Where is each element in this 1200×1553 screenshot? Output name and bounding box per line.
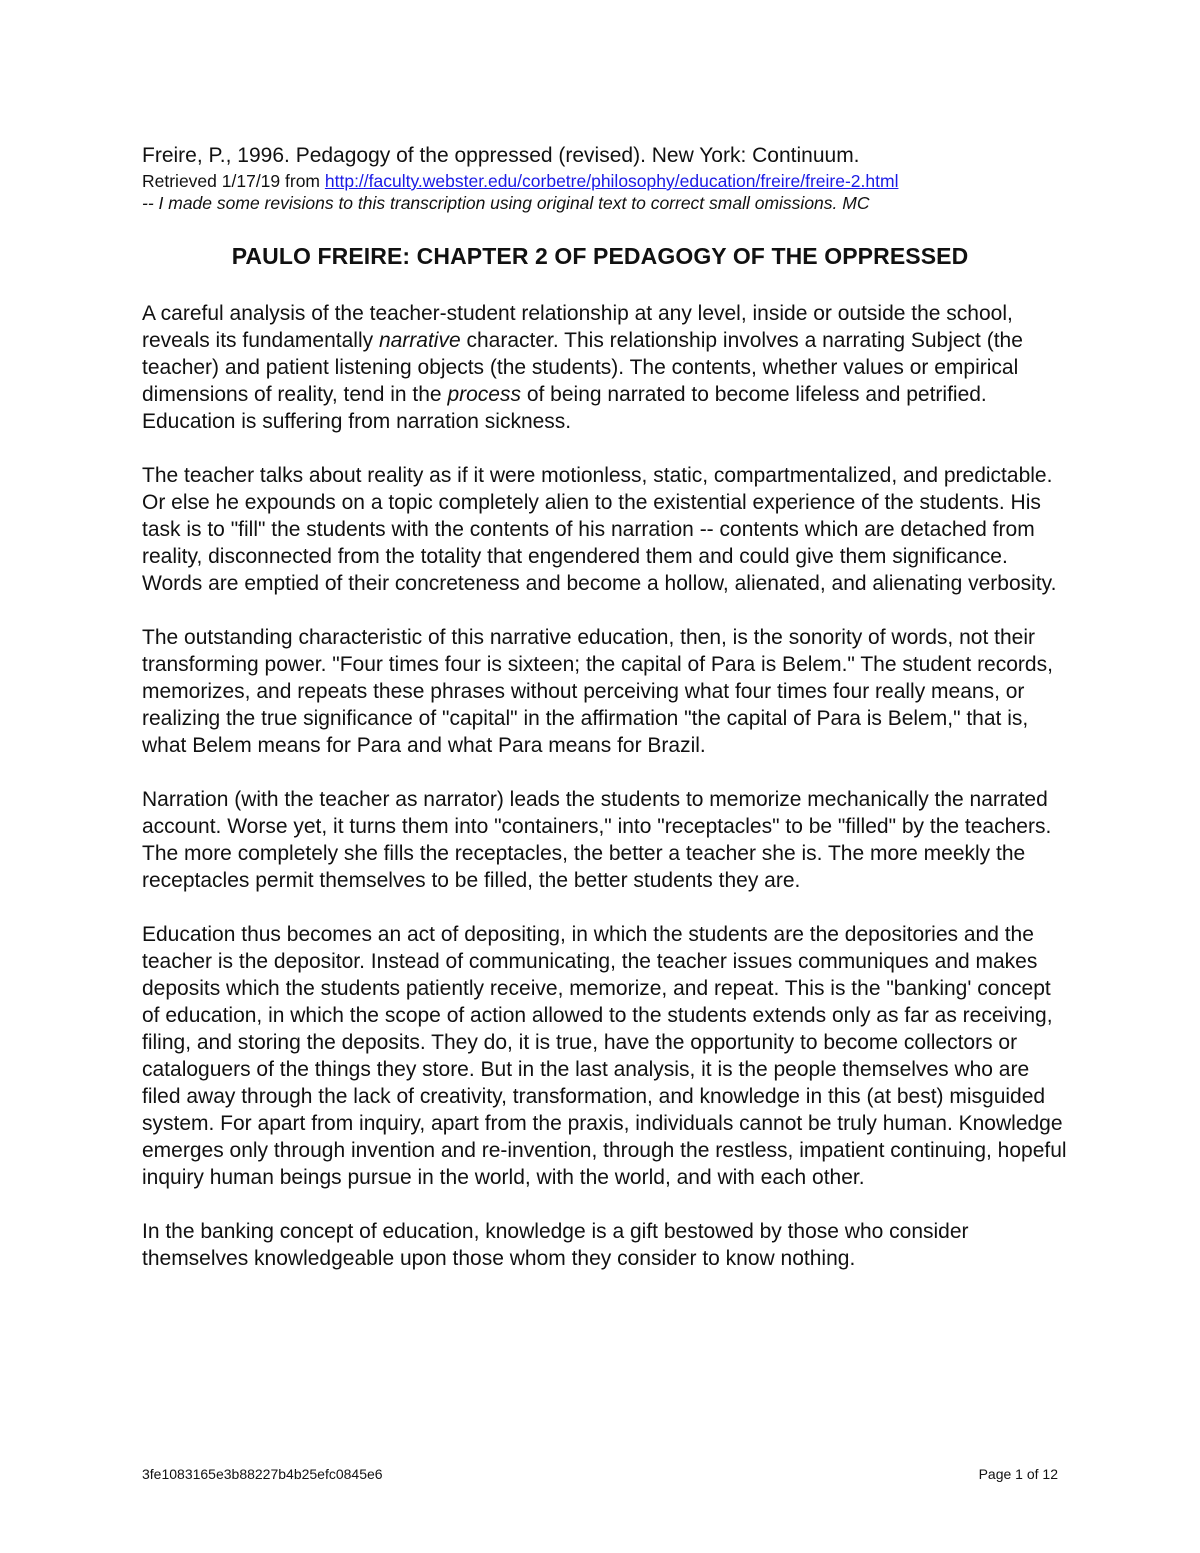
paragraph-1-part-a: A careful analysis of the teacher-student relationship at any level, inside or outside the school, reveals its fundamentally	[142, 302, 1013, 352]
chapter-title: PAULO FREIRE: CHAPTER 2 OF PEDAGOGY OF THE OPPRESSED	[231, 243, 969, 269]
citation-header	[142, 142, 1082, 214]
paragraph-6: In the banking concept of education, knowledge is a gift bestowed by those who consider themselves knowledgeable upon those whom they consider to know nothing.	[142, 1220, 969, 1270]
paragraph-1-emphasis-narrative: narrative	[378, 329, 461, 352]
retrieved-prefix: Retrieved 1/17/19 from	[142, 171, 325, 191]
page-number: Page 1 of 12	[978, 1466, 1058, 1482]
paragraph-1-part-c: character. This relationship involves a narrating Subject (the teacher) and patient listening objects (the students). The contents, whether values or empirical dimensions of reality, tend in the	[142, 329, 1023, 406]
retrieved-line	[142, 170, 1082, 192]
paragraph-3: The outstanding characteristic of this narrative education, then, is the sonority of words, not their transforming power. "Four times four is sixteen; the capital of Para is Belem." The student records, memorizes, and repeats these phrases without perceiving what four times four really means, or realizing the true significance of "capital" in the affirmation "the capital of Para is Belem," that is, what Belem means for Para and what Para means for Brazil.	[142, 626, 1053, 757]
paragraph-5: Education thus becomes an act of depositing, in which the students are the depositories and the teacher is the depositor. Instead of communicating, the teacher issues communiques and makes deposits which the students patiently receive, memorize, and repeat. This is the "banking' concept of education, in which the scope of action allowed to the students extends only as far as receiving, filing, and storing the deposits. They do, it is true, have the opportunity to become collectors or cataloguers of the things they store. But in the last analysis, it is the people themselves who are filed away through the lack of creativity, transformation, and knowledge in this (at best) misguided system. For apart from inquiry, apart from the praxis, individuals cannot be truly human. Knowledge emerges only through invention and re-invention, through the restless, impatient continuing, hopeful inquiry human beings pursue in the world, with the world, and with each other.	[142, 923, 1067, 1189]
body-text	[142, 300, 1072, 1299]
paragraph-2: The teacher talks about reality as if it were motionless, static, compartmentalized, and predictable. Or else he expounds on a topic completely alien to the existential experience of the students. His task is to "fill" the students with the contents of his narration -- contents which are detached from reality, disconnected from the totality that engendered them and could give them significance. Words are emptied of their concreteness and become a hollow, alienated, and alienating verbosity.	[142, 464, 1057, 595]
citation-line: Freire, P., 1996. Pedagogy of the oppressed (revised). New York: Continuum.	[142, 144, 860, 167]
paragraph-1	[142, 300, 1072, 435]
source-link[interactable]: http://faculty.webster.edu/corbetre/philosophy/education/freire/freire-2.html	[324, 171, 899, 191]
paragraph-4: Narration (with the teacher as narrator) leads the students to memorize mechanically the narrated account. Worse yet, it turns them into "containers," into "receptacles" to be "filled" by the teachers. The more completely she fills the receptacles, the better a teacher she is. The more meekly the receptacles permit themselves to be filled, the better students they are.	[142, 788, 1052, 892]
document-id: 3fe1083165e3b88227b4b25efc0845e6	[142, 1466, 383, 1482]
paragraph-1-emphasis-process: process	[447, 383, 521, 406]
transcription-note: -- I made some revisions to this transcription using original text to correct small omissions. MC	[142, 193, 870, 213]
paragraph-1-part-e: of being narrated to become lifeless and petrified. Education is suffering from narration sickness.	[142, 383, 987, 433]
